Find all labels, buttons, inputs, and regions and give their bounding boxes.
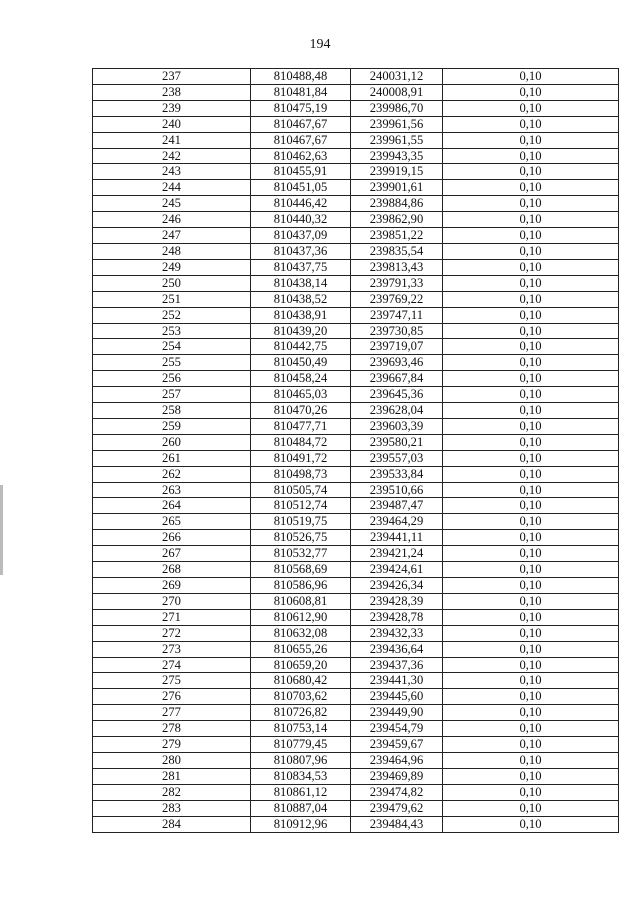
y-coordinate-cell: 239791,33	[351, 275, 443, 291]
accuracy-cell: 0,10	[443, 466, 619, 482]
y-coordinate-cell: 239474,82	[351, 784, 443, 800]
x-coordinate-cell: 810491,72	[251, 450, 351, 466]
table-row	[93, 768, 619, 784]
table-row	[93, 148, 619, 164]
x-coordinate-cell: 810477,71	[251, 418, 351, 434]
x-coordinate-cell: 810680,42	[251, 673, 351, 689]
table-row	[93, 514, 619, 530]
accuracy-cell: 0,10	[443, 625, 619, 641]
accuracy-cell: 0,10	[443, 530, 619, 546]
y-coordinate-cell: 239835,54	[351, 243, 443, 259]
point-number-cell: 250	[93, 275, 251, 291]
point-number-cell: 277	[93, 705, 251, 721]
point-number-cell: 249	[93, 259, 251, 275]
y-coordinate-cell: 239628,04	[351, 403, 443, 419]
x-coordinate-cell: 810568,69	[251, 562, 351, 578]
x-coordinate-cell: 810861,12	[251, 784, 351, 800]
y-coordinate-cell: 239426,34	[351, 578, 443, 594]
x-coordinate-cell: 810462,63	[251, 148, 351, 164]
y-coordinate-cell: 239428,78	[351, 609, 443, 625]
table-row	[93, 721, 619, 737]
y-coordinate-cell: 239454,79	[351, 721, 443, 737]
point-number-cell: 269	[93, 578, 251, 594]
accuracy-cell: 0,10	[443, 164, 619, 180]
x-coordinate-cell: 810450,49	[251, 355, 351, 371]
y-coordinate-cell: 239436,64	[351, 641, 443, 657]
table-row	[93, 371, 619, 387]
y-coordinate-cell: 239464,29	[351, 514, 443, 530]
point-number-cell: 258	[93, 403, 251, 419]
x-coordinate-cell: 810442,75	[251, 339, 351, 355]
point-number-cell: 271	[93, 609, 251, 625]
table-row	[93, 546, 619, 562]
y-coordinate-cell: 240008,91	[351, 84, 443, 100]
table-row	[93, 641, 619, 657]
point-number-cell: 257	[93, 387, 251, 403]
y-coordinate-cell: 239459,67	[351, 737, 443, 753]
x-coordinate-cell: 810505,74	[251, 482, 351, 498]
y-coordinate-cell: 239851,22	[351, 228, 443, 244]
point-number-cell: 279	[93, 737, 251, 753]
x-coordinate-cell: 810484,72	[251, 434, 351, 450]
x-coordinate-cell: 810512,74	[251, 498, 351, 514]
point-number-cell: 242	[93, 148, 251, 164]
table-row	[93, 578, 619, 594]
y-coordinate-cell: 239961,55	[351, 132, 443, 148]
point-number-cell: 248	[93, 243, 251, 259]
point-number-cell: 283	[93, 800, 251, 816]
table-row	[93, 259, 619, 275]
x-coordinate-cell: 810659,20	[251, 657, 351, 673]
x-coordinate-cell: 810488,48	[251, 69, 351, 85]
accuracy-cell: 0,10	[443, 800, 619, 816]
table-row	[93, 562, 619, 578]
table-row	[93, 530, 619, 546]
accuracy-cell: 0,10	[443, 355, 619, 371]
x-coordinate-cell: 810438,91	[251, 307, 351, 323]
table-row	[93, 132, 619, 148]
coordinates-table	[92, 68, 619, 833]
scan-edge-mark	[0, 485, 3, 575]
accuracy-cell: 0,10	[443, 339, 619, 355]
y-coordinate-cell: 239645,36	[351, 387, 443, 403]
x-coordinate-cell: 810612,90	[251, 609, 351, 625]
table-row	[93, 307, 619, 323]
point-number-cell: 273	[93, 641, 251, 657]
x-coordinate-cell: 810437,09	[251, 228, 351, 244]
point-number-cell: 244	[93, 180, 251, 196]
y-coordinate-cell: 239421,24	[351, 546, 443, 562]
x-coordinate-cell: 810834,53	[251, 768, 351, 784]
accuracy-cell: 0,10	[443, 450, 619, 466]
table-row	[93, 593, 619, 609]
point-number-cell: 261	[93, 450, 251, 466]
point-number-cell: 284	[93, 816, 251, 832]
point-number-cell: 281	[93, 768, 251, 784]
x-coordinate-cell: 810887,04	[251, 800, 351, 816]
accuracy-cell: 0,10	[443, 323, 619, 339]
accuracy-cell: 0,10	[443, 816, 619, 832]
x-coordinate-cell: 810438,52	[251, 291, 351, 307]
accuracy-cell: 0,10	[443, 434, 619, 450]
table-body	[93, 69, 619, 833]
accuracy-cell: 0,10	[443, 291, 619, 307]
table-row	[93, 498, 619, 514]
y-coordinate-cell: 239464,96	[351, 752, 443, 768]
table-row	[93, 243, 619, 259]
x-coordinate-cell: 810465,03	[251, 387, 351, 403]
x-coordinate-cell: 810451,05	[251, 180, 351, 196]
point-number-cell: 272	[93, 625, 251, 641]
accuracy-cell: 0,10	[443, 259, 619, 275]
point-number-cell: 246	[93, 212, 251, 228]
accuracy-cell: 0,10	[443, 228, 619, 244]
table-row	[93, 482, 619, 498]
table-row	[93, 705, 619, 721]
accuracy-cell: 0,10	[443, 689, 619, 705]
y-coordinate-cell: 239533,84	[351, 466, 443, 482]
accuracy-cell: 0,10	[443, 371, 619, 387]
accuracy-cell: 0,10	[443, 737, 619, 753]
page-number: 194	[309, 37, 331, 52]
table-row	[93, 737, 619, 753]
point-number-cell: 262	[93, 466, 251, 482]
y-coordinate-cell: 240031,12	[351, 69, 443, 85]
y-coordinate-cell: 239437,36	[351, 657, 443, 673]
y-coordinate-cell: 239862,90	[351, 212, 443, 228]
accuracy-cell: 0,10	[443, 562, 619, 578]
point-number-cell: 276	[93, 689, 251, 705]
y-coordinate-cell: 239449,90	[351, 705, 443, 721]
table-row	[93, 339, 619, 355]
y-coordinate-cell: 239986,70	[351, 100, 443, 116]
table-row	[93, 609, 619, 625]
table-row	[93, 196, 619, 212]
x-coordinate-cell: 810475,19	[251, 100, 351, 116]
point-number-cell: 237	[93, 69, 251, 85]
table-row	[93, 387, 619, 403]
accuracy-cell: 0,10	[443, 116, 619, 132]
point-number-cell: 252	[93, 307, 251, 323]
table-row	[93, 291, 619, 307]
x-coordinate-cell: 810526,75	[251, 530, 351, 546]
table-row	[93, 100, 619, 116]
accuracy-cell: 0,10	[443, 243, 619, 259]
x-coordinate-cell: 810440,32	[251, 212, 351, 228]
y-coordinate-cell: 239428,39	[351, 593, 443, 609]
y-coordinate-cell: 239943,35	[351, 148, 443, 164]
accuracy-cell: 0,10	[443, 673, 619, 689]
table-row	[93, 180, 619, 196]
table-row	[93, 84, 619, 100]
y-coordinate-cell: 239441,11	[351, 530, 443, 546]
x-coordinate-cell: 810439,20	[251, 323, 351, 339]
table-row	[93, 816, 619, 832]
table-row	[93, 784, 619, 800]
accuracy-cell: 0,10	[443, 69, 619, 85]
point-number-cell: 238	[93, 84, 251, 100]
x-coordinate-cell: 810437,36	[251, 243, 351, 259]
table-row	[93, 323, 619, 339]
y-coordinate-cell: 239961,56	[351, 116, 443, 132]
accuracy-cell: 0,10	[443, 132, 619, 148]
y-coordinate-cell: 239769,22	[351, 291, 443, 307]
x-coordinate-cell: 810519,75	[251, 514, 351, 530]
y-coordinate-cell: 239424,61	[351, 562, 443, 578]
accuracy-cell: 0,10	[443, 403, 619, 419]
table-row	[93, 450, 619, 466]
accuracy-cell: 0,10	[443, 578, 619, 594]
accuracy-cell: 0,10	[443, 387, 619, 403]
accuracy-cell: 0,10	[443, 196, 619, 212]
point-number-cell: 278	[93, 721, 251, 737]
y-coordinate-cell: 239603,39	[351, 418, 443, 434]
y-coordinate-cell: 239901,61	[351, 180, 443, 196]
point-number-cell: 245	[93, 196, 251, 212]
point-number-cell: 243	[93, 164, 251, 180]
y-coordinate-cell: 239484,43	[351, 816, 443, 832]
y-coordinate-cell: 239813,43	[351, 259, 443, 275]
x-coordinate-cell: 810446,42	[251, 196, 351, 212]
accuracy-cell: 0,10	[443, 593, 619, 609]
table-row	[93, 228, 619, 244]
x-coordinate-cell: 810912,96	[251, 816, 351, 832]
y-coordinate-cell: 239441,30	[351, 673, 443, 689]
accuracy-cell: 0,10	[443, 514, 619, 530]
table-row	[93, 212, 619, 228]
point-number-cell: 239	[93, 100, 251, 116]
y-coordinate-cell: 239747,11	[351, 307, 443, 323]
x-coordinate-cell: 810655,26	[251, 641, 351, 657]
accuracy-cell: 0,10	[443, 275, 619, 291]
x-coordinate-cell: 810498,73	[251, 466, 351, 482]
accuracy-cell: 0,10	[443, 657, 619, 673]
point-number-cell: 270	[93, 593, 251, 609]
x-coordinate-cell: 810632,08	[251, 625, 351, 641]
accuracy-cell: 0,10	[443, 546, 619, 562]
x-coordinate-cell: 810467,67	[251, 132, 351, 148]
x-coordinate-cell: 810586,96	[251, 578, 351, 594]
y-coordinate-cell: 239719,07	[351, 339, 443, 355]
y-coordinate-cell: 239432,33	[351, 625, 443, 641]
accuracy-cell: 0,10	[443, 768, 619, 784]
accuracy-cell: 0,10	[443, 705, 619, 721]
table-row	[93, 355, 619, 371]
x-coordinate-cell: 810807,96	[251, 752, 351, 768]
table-row	[93, 689, 619, 705]
x-coordinate-cell: 810779,45	[251, 737, 351, 753]
table-row	[93, 752, 619, 768]
table-row	[93, 403, 619, 419]
point-number-cell: 267	[93, 546, 251, 562]
x-coordinate-cell: 810753,14	[251, 721, 351, 737]
point-number-cell: 275	[93, 673, 251, 689]
point-number-cell: 266	[93, 530, 251, 546]
point-number-cell: 255	[93, 355, 251, 371]
table-row	[93, 466, 619, 482]
point-number-cell: 268	[93, 562, 251, 578]
point-number-cell: 274	[93, 657, 251, 673]
point-number-cell: 282	[93, 784, 251, 800]
point-number-cell: 256	[93, 371, 251, 387]
y-coordinate-cell: 239884,86	[351, 196, 443, 212]
y-coordinate-cell: 239693,46	[351, 355, 443, 371]
point-number-cell: 254	[93, 339, 251, 355]
point-number-cell: 264	[93, 498, 251, 514]
x-coordinate-cell: 810608,81	[251, 593, 351, 609]
point-number-cell: 265	[93, 514, 251, 530]
y-coordinate-cell: 239479,62	[351, 800, 443, 816]
y-coordinate-cell: 239730,85	[351, 323, 443, 339]
accuracy-cell: 0,10	[443, 418, 619, 434]
table-row	[93, 275, 619, 291]
accuracy-cell: 0,10	[443, 641, 619, 657]
x-coordinate-cell: 810532,77	[251, 546, 351, 562]
accuracy-cell: 0,10	[443, 609, 619, 625]
point-number-cell: 253	[93, 323, 251, 339]
accuracy-cell: 0,10	[443, 307, 619, 323]
x-coordinate-cell: 810703,62	[251, 689, 351, 705]
y-coordinate-cell: 239919,15	[351, 164, 443, 180]
table-row	[93, 800, 619, 816]
x-coordinate-cell: 810458,24	[251, 371, 351, 387]
point-number-cell: 260	[93, 434, 251, 450]
accuracy-cell: 0,10	[443, 482, 619, 498]
table-row	[93, 657, 619, 673]
x-coordinate-cell: 810437,75	[251, 259, 351, 275]
point-number-cell: 240	[93, 116, 251, 132]
table-row	[93, 69, 619, 85]
accuracy-cell: 0,10	[443, 212, 619, 228]
point-number-cell: 251	[93, 291, 251, 307]
accuracy-cell: 0,10	[443, 180, 619, 196]
y-coordinate-cell: 239667,84	[351, 371, 443, 387]
x-coordinate-cell: 810455,91	[251, 164, 351, 180]
y-coordinate-cell: 239557,03	[351, 450, 443, 466]
table-row	[93, 164, 619, 180]
accuracy-cell: 0,10	[443, 721, 619, 737]
accuracy-cell: 0,10	[443, 784, 619, 800]
accuracy-cell: 0,10	[443, 498, 619, 514]
accuracy-cell: 0,10	[443, 84, 619, 100]
accuracy-cell: 0,10	[443, 148, 619, 164]
point-number-cell: 241	[93, 132, 251, 148]
table-row	[93, 434, 619, 450]
table-row	[93, 418, 619, 434]
x-coordinate-cell: 810438,14	[251, 275, 351, 291]
y-coordinate-cell: 239445,60	[351, 689, 443, 705]
x-coordinate-cell: 810726,82	[251, 705, 351, 721]
point-number-cell: 263	[93, 482, 251, 498]
accuracy-cell: 0,10	[443, 752, 619, 768]
x-coordinate-cell: 810470,26	[251, 403, 351, 419]
point-number-cell: 247	[93, 228, 251, 244]
table-row	[93, 673, 619, 689]
table-row	[93, 116, 619, 132]
y-coordinate-cell: 239510,66	[351, 482, 443, 498]
point-number-cell: 280	[93, 752, 251, 768]
y-coordinate-cell: 239580,21	[351, 434, 443, 450]
y-coordinate-cell: 239487,47	[351, 498, 443, 514]
table-row	[93, 625, 619, 641]
point-number-cell: 259	[93, 418, 251, 434]
x-coordinate-cell: 810467,67	[251, 116, 351, 132]
accuracy-cell: 0,10	[443, 100, 619, 116]
x-coordinate-cell: 810481,84	[251, 84, 351, 100]
y-coordinate-cell: 239469,89	[351, 768, 443, 784]
